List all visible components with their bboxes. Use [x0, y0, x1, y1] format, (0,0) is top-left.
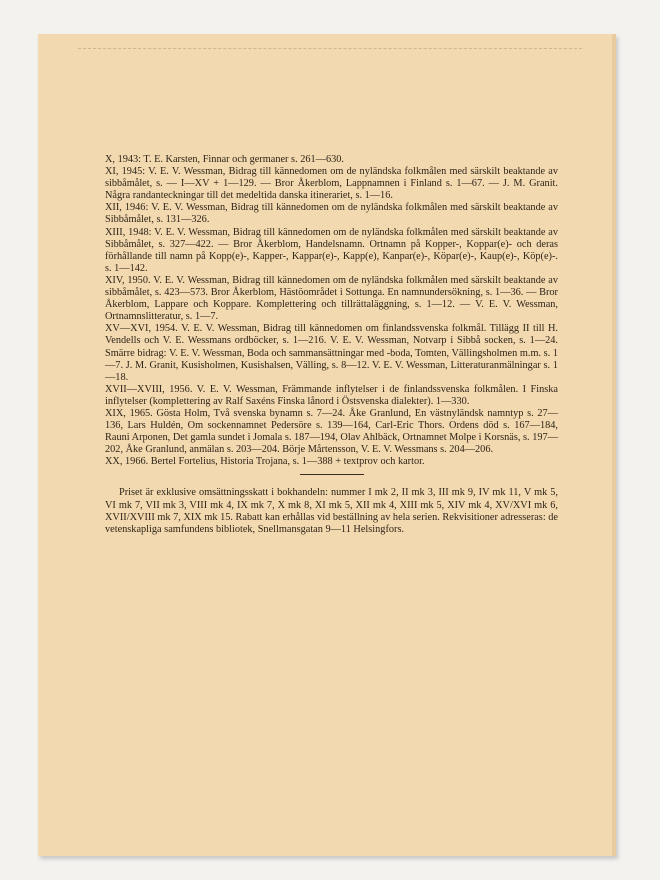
entry-xvii-xviii: XVII—XVIII, 1956. V. E. V. Wessman, Främmande inflytelser i de finlandssvenska folkmålen. I Finska inflytelser (komplettering av Ralf Saxéns Finska lånord i Östsvenska dialekter). 1—330.: [105, 383, 558, 407]
entry-xix: XIX, 1965. Gösta Holm, Två svenska bynamn s. 7—24. Åke Granlund, En västnyländsk namntyp s. 27—136, Lars Huldén, Om sockennamnet Pedersöre s. 139—164, Carl-Eric Thors. Ordens död s. 167—184, Rauni Arponen, Det gamla sundet i Jomala s. 187—194, Olav Ahlbäck, Ortnamnet Molpe i Korsnäs, s. 197—202, Åke Granlund, anmälan s. 203—204. Börje Mårtensson, V. E. V. Wessmans s. 204—206.: [105, 407, 558, 456]
entry-xv-xvi: XV—XVI, 1954. V. E. V. Wessman, Bidrag till kännedomen om finlandssvenska folkmål. Tillägg II till H. Vendells och V. E. Wessmans ordböcker, s. 1—216. V. E. V. Wessman, Notvarp i Sibbå socken, s. 1—24. Smärre bidrag: V. E. V. Wessman, Boda och sammansättningar med -boda, Tomten, Vällingsholmen m.m. s. 1—7. J. M. Granit, Kusisholmen, Kusishalsen, Välling, s. 8—12. V. E. V. Wessman, Litteraturanmälningar s. 1—18.: [105, 323, 558, 383]
price-note: Priset är exklusive omsättningsskatt i bokhandeln: nummer I mk 2, II mk 3, III mk 9, IV mk 11, V mk 5, VI mk 7, VII mk 3, VIII mk 4, IX mk 7, X mk 8, XI mk 5, XII mk 4, XIII mk 5, XIV mk 4, XV/XVI mk 6, XVII/XVIII mk 7, XIX mk 15. Rabatt kan erhållas vid beställning av hela serien. Rekvisitioner adresseras: de vetenskapliga samfundens bibliotek, Snellmansgatan 9—11 Helsingfors.: [105, 487, 558, 535]
entry-x: X, 1943: T. E. Karsten, Finnar och germaner s. 261—630.: [105, 154, 344, 165]
entry-xi: XI, 1945: V. E. V. Wessman, Bidrag till kännedomen om de nyländska folkmålen med särskilt beaktande av sibbåmålet, s. — I—XV + 1—129. — Bror Åkerblom, Lappnamnen i Finland s. 1—67. — J. M. Granit. Några randanteckningar till det medeltida danska itinerariet, s. 1—16.: [105, 166, 558, 202]
series-listing: [105, 154, 558, 536]
entry-xii: XII, 1946: V. E. V. Wessman, Bidrag till kännedomen om de nyländska folkmålen med särskilt beaktande av Sibbåmålet, s. 131—326.: [105, 202, 558, 226]
entry-xx: XX, 1966. Bertel Fortelius, Historia Trojana, s. 1—388 + textprov och kartor.: [105, 456, 425, 468]
entry-xiii: XIII, 1948: V. E. V. Wessman, Bidrag till kännedomen om de nyländska folkmålen med särskilt beaktande av Sibbåmålet, s. 327—422. — Bror Åkerblom, Handelsnamn. Ortnamn på Kopper-, Koppar(e)- och deras förhållande till namn på Kopp(e)-, Kapper-, Kappar(e)-, Kapp(e), Kanpar(e)-, Köpar(e)-, Kaup(e)-, Köp(e)-. s. 1—142.: [105, 226, 558, 274]
section-divider: [300, 474, 364, 475]
entry-xiv: XIV, 1950. V. E. V. Wessman, Bidrag till kännedomen om de nyländska folkmålen med särskilt beaktande av sibbåmålet, s. 423—573. Bror Åkerblom, Hästöområdet i Sottunga. En namnundersökning, s. 1—36. — Bror Åkerblom, Lappare och Koppare. Komplettering och tillrättaläggning, s. 1—12. — V. E. V. Wessman, Ortnamnslitteratur, s. 1—7.: [105, 274, 558, 323]
